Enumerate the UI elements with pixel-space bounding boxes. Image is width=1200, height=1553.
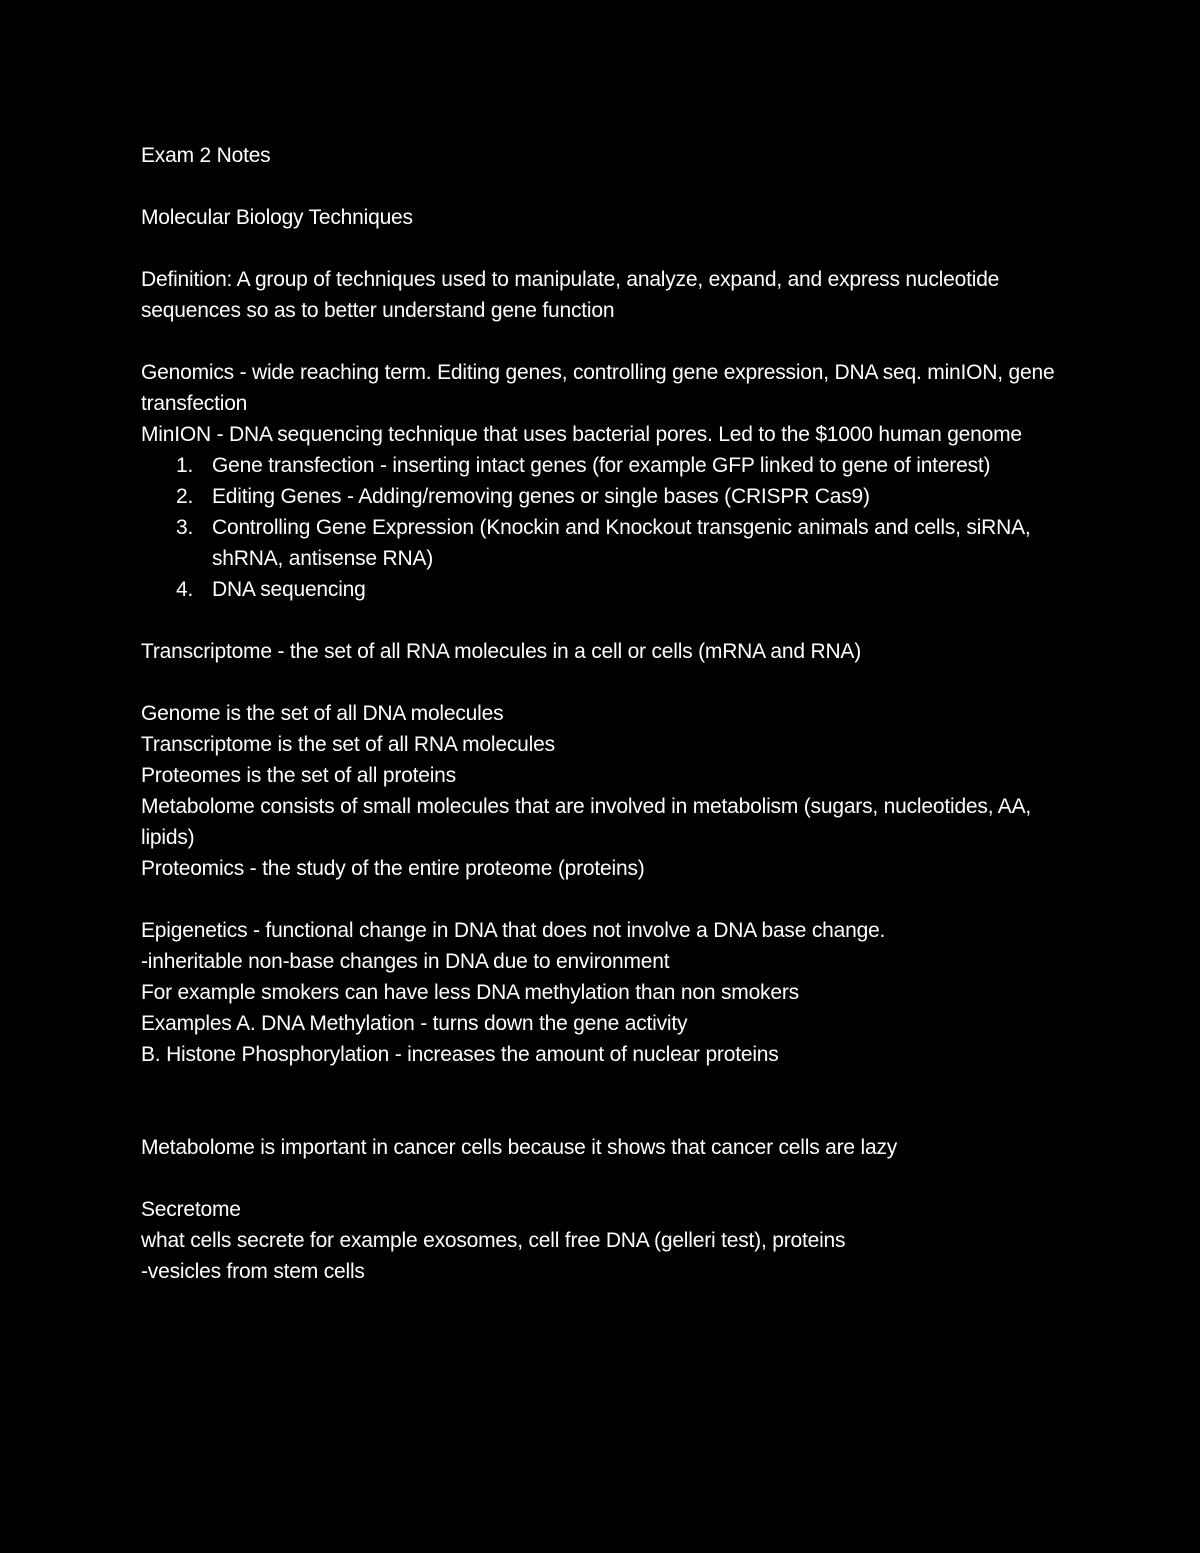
- ome-line: Proteomics - the study of the entire proteome (proteins): [141, 857, 645, 880]
- list-item: [141, 512, 1071, 574]
- page-title: Exam 2 Notes: [141, 144, 271, 167]
- notes-page: [141, 140, 1071, 1287]
- metabolome-note: Metabolome is important in cancer cells because it shows that cancer cells are lazy: [141, 1136, 898, 1159]
- epigenetics-line: -inheritable non-base changes in DNA due to environment: [141, 950, 670, 973]
- epigenetics-line: Examples A. DNA Methylation - turns down the gene activity: [141, 1012, 688, 1035]
- secretome-heading: Secretome: [141, 1198, 241, 1221]
- epigenetics-line: For example smokers can have less DNA methylation than non smokers: [141, 981, 799, 1004]
- list-item-text: Editing Genes - Adding/removing genes or single bases (CRISPR Cas9): [212, 485, 870, 508]
- list-number: 2.: [176, 485, 194, 508]
- list-number: 1.: [176, 454, 194, 477]
- list-item-text: DNA sequencing: [212, 578, 366, 601]
- secretome-text: -vesicles from stem cells: [141, 1260, 365, 1283]
- list-item: [141, 574, 1071, 605]
- minion-text: MinION - DNA sequencing technique that uses bacterial pores. Led to the $1000 human genome: [141, 423, 1022, 446]
- ome-line: Metabolome consists of small molecules that are involved in metabolism (sugars, nucleotides, AA, lipids): [141, 795, 1037, 849]
- definition-text: Definition: A group of techniques used to manipulate, analyze, expand, and express nucleotide sequences so as to better understand gene function: [141, 268, 1005, 322]
- list-item-text: Controlling Gene Expression (Knockin and Knockout transgenic animals and cells, siRNA, shRNA, antisense RNA): [212, 516, 1031, 570]
- section-heading: Molecular Biology Techniques: [141, 206, 413, 229]
- list-number: 4.: [176, 578, 194, 601]
- epigenetics-line: Epigenetics - functional change in DNA that does not involve a DNA base change.: [141, 919, 886, 942]
- ome-line: Transcriptome is the set of all RNA molecules: [141, 733, 555, 756]
- list-item: [141, 450, 1071, 481]
- secretome-text: what cells secrete for example exosomes, cell free DNA (gelleri test), proteins: [141, 1229, 846, 1252]
- ome-line: Proteomes is the set of all proteins: [141, 764, 456, 787]
- list-item: [141, 481, 1071, 512]
- list-number: 3.: [176, 516, 194, 539]
- transcriptome-definition: Transcriptome - the set of all RNA molecules in a cell or cells (mRNA and RNA): [141, 640, 862, 663]
- ome-line: Genome is the set of all DNA molecules: [141, 702, 504, 725]
- genomics-text: Genomics - wide reaching term. Editing genes, controlling gene expression, DNA seq. minION, gene transfection: [141, 361, 1061, 415]
- techniques-list: [141, 450, 1071, 605]
- list-item-text: Gene transfection - inserting intact genes (for example GFP linked to gene of interest): [212, 454, 991, 477]
- epigenetics-line: B. Histone Phosphorylation - increases the amount of nuclear proteins: [141, 1043, 779, 1066]
